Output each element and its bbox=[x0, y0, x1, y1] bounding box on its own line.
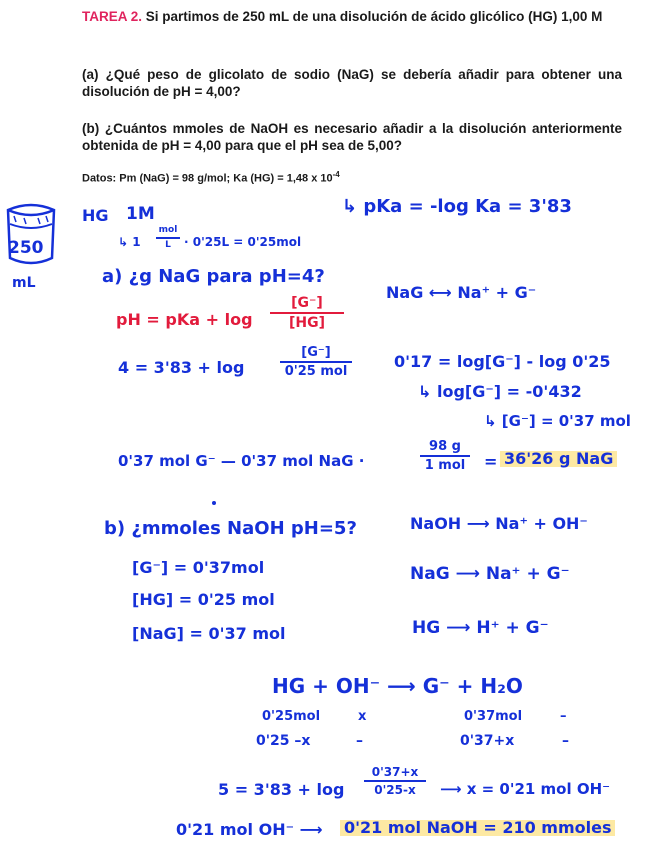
moles-unit-fraction bbox=[156, 226, 180, 250]
fraction-bar bbox=[420, 455, 470, 457]
part-b-result: ⟶ x = 0'21 mol OH⁻ bbox=[440, 780, 611, 798]
equation-step-1: 0'17 = log[G⁻] - log 0'25 bbox=[394, 352, 611, 371]
henderson-hasselbalch-lhs: pH = pKa + log bbox=[116, 310, 253, 329]
molar-mass-denominator: 1 mol bbox=[424, 458, 466, 473]
stray-dot bbox=[212, 501, 216, 505]
final-answer: 0'21 mol NaOH = 210 mmoles bbox=[340, 820, 615, 836]
hg-label: HG bbox=[82, 206, 109, 225]
initial-oh: x bbox=[358, 709, 367, 724]
part-b-fraction bbox=[364, 766, 426, 796]
part-b-denominator: 0'25-x bbox=[374, 783, 416, 797]
henderson-hasselbalch-fraction bbox=[270, 296, 344, 330]
task-label: TAREA 2. bbox=[82, 9, 143, 24]
hh-denominator: [HG] bbox=[288, 315, 325, 331]
hh-numerator: [G⁻] bbox=[291, 295, 323, 311]
question-b: (b) ¿Cuántos mmoles de NaOH es necesario añadir a la disolución anteriormente obtenida de pH = 4,00 para que el pH sea de 5,00? bbox=[82, 121, 622, 153]
initial-g: 0'37mol bbox=[464, 709, 523, 724]
part-b-numerator: 0'37+x bbox=[371, 765, 419, 779]
hg-dissociation: HG ⟶ H⁺ + G⁻ bbox=[412, 618, 549, 638]
fraction-bar bbox=[270, 312, 344, 314]
final-hg: 0'25 –x bbox=[256, 733, 311, 749]
equation-step-2: ↳ log[G⁻] = -0'432 bbox=[418, 382, 582, 401]
hg-concentration-b: [HG] = 0'25 mol bbox=[132, 590, 275, 609]
fraction-bar bbox=[280, 361, 352, 363]
nag-dissociation-b: NaG ⟶ Na⁺ + G⁻ bbox=[410, 564, 570, 584]
g-concentration: [G⁻] = 0'37mol bbox=[132, 558, 265, 577]
beaker-unit: mL bbox=[12, 275, 36, 291]
equation-fraction bbox=[280, 346, 352, 378]
moles-unit-numerator: mol bbox=[158, 225, 178, 235]
moles-prefix: ↳ 1 bbox=[118, 235, 141, 249]
fraction-bar bbox=[364, 780, 426, 782]
equation-denominator: 0'25 mol bbox=[284, 364, 348, 379]
mass-equals: = bbox=[484, 452, 498, 471]
part-b-equation-lhs: 5 = 3'83 + log bbox=[218, 780, 345, 799]
question-a: (a) ¿Qué peso de glicolato de sodio (NaG) se debería añadir para obtener una disolución de pH = 4,00? bbox=[82, 67, 622, 99]
given-data-text: Datos: Pm (NaG) = 98 g/mol; Ka (HG) = 1,48 x 10 bbox=[82, 172, 333, 185]
nag-dissociation-a: NaG ⟷ Na⁺ + G⁻ bbox=[386, 283, 537, 302]
final-conversion-lhs: 0'21 mol OH⁻ ⟶ bbox=[176, 820, 323, 839]
molar-mass-numerator: 98 g bbox=[429, 439, 461, 454]
final-h2o: – bbox=[562, 733, 569, 749]
initial-hg: 0'25mol bbox=[262, 709, 321, 724]
mass-result: 36'26 g NaG bbox=[500, 451, 617, 467]
beaker-volume: 250 bbox=[8, 238, 44, 258]
nag-concentration: [NaG] = 0'37 mol bbox=[132, 624, 286, 643]
hg-concentration: 1M bbox=[126, 204, 155, 224]
given-data-exponent: -4 bbox=[332, 170, 340, 179]
neutralization-reaction: HG + OH⁻ ⟶ G⁻ + H₂O bbox=[272, 674, 523, 698]
task-text: Si partimos de 250 mL de una disolución de ácido glicólico (HG) 1,00 M bbox=[145, 9, 603, 24]
equation-step-3: ↳ [G⁻] = 0'37 mol bbox=[484, 412, 631, 430]
mass-conversion-lhs: 0'37 mol G⁻ — 0'37 mol NaG · bbox=[118, 452, 365, 470]
fraction-bar bbox=[156, 237, 180, 239]
naoh-dissociation: NaOH ⟶ Na⁺ + OH⁻ bbox=[410, 514, 588, 533]
molar-mass-fraction bbox=[420, 440, 470, 472]
final-oh: – bbox=[356, 733, 363, 749]
equation-lhs: 4 = 3'83 + log bbox=[118, 358, 245, 377]
given-data bbox=[82, 166, 622, 188]
part-a-question: a) ¿g NaG para pH=4? bbox=[102, 266, 325, 287]
final-g: 0'37+x bbox=[460, 733, 515, 749]
initial-h2o: – bbox=[560, 709, 567, 724]
moles-calculation: · 0'25L = 0'25mol bbox=[184, 235, 302, 249]
problem-statement bbox=[82, 8, 622, 25]
equation-numerator: [G⁻] bbox=[301, 345, 331, 360]
moles-unit-denominator: L bbox=[165, 240, 171, 250]
pka-calculation: ↳ pKa = -log Ka = 3'83 bbox=[342, 196, 572, 217]
part-b-question: b) ¿mmoles NaOH pH=5? bbox=[104, 518, 357, 539]
